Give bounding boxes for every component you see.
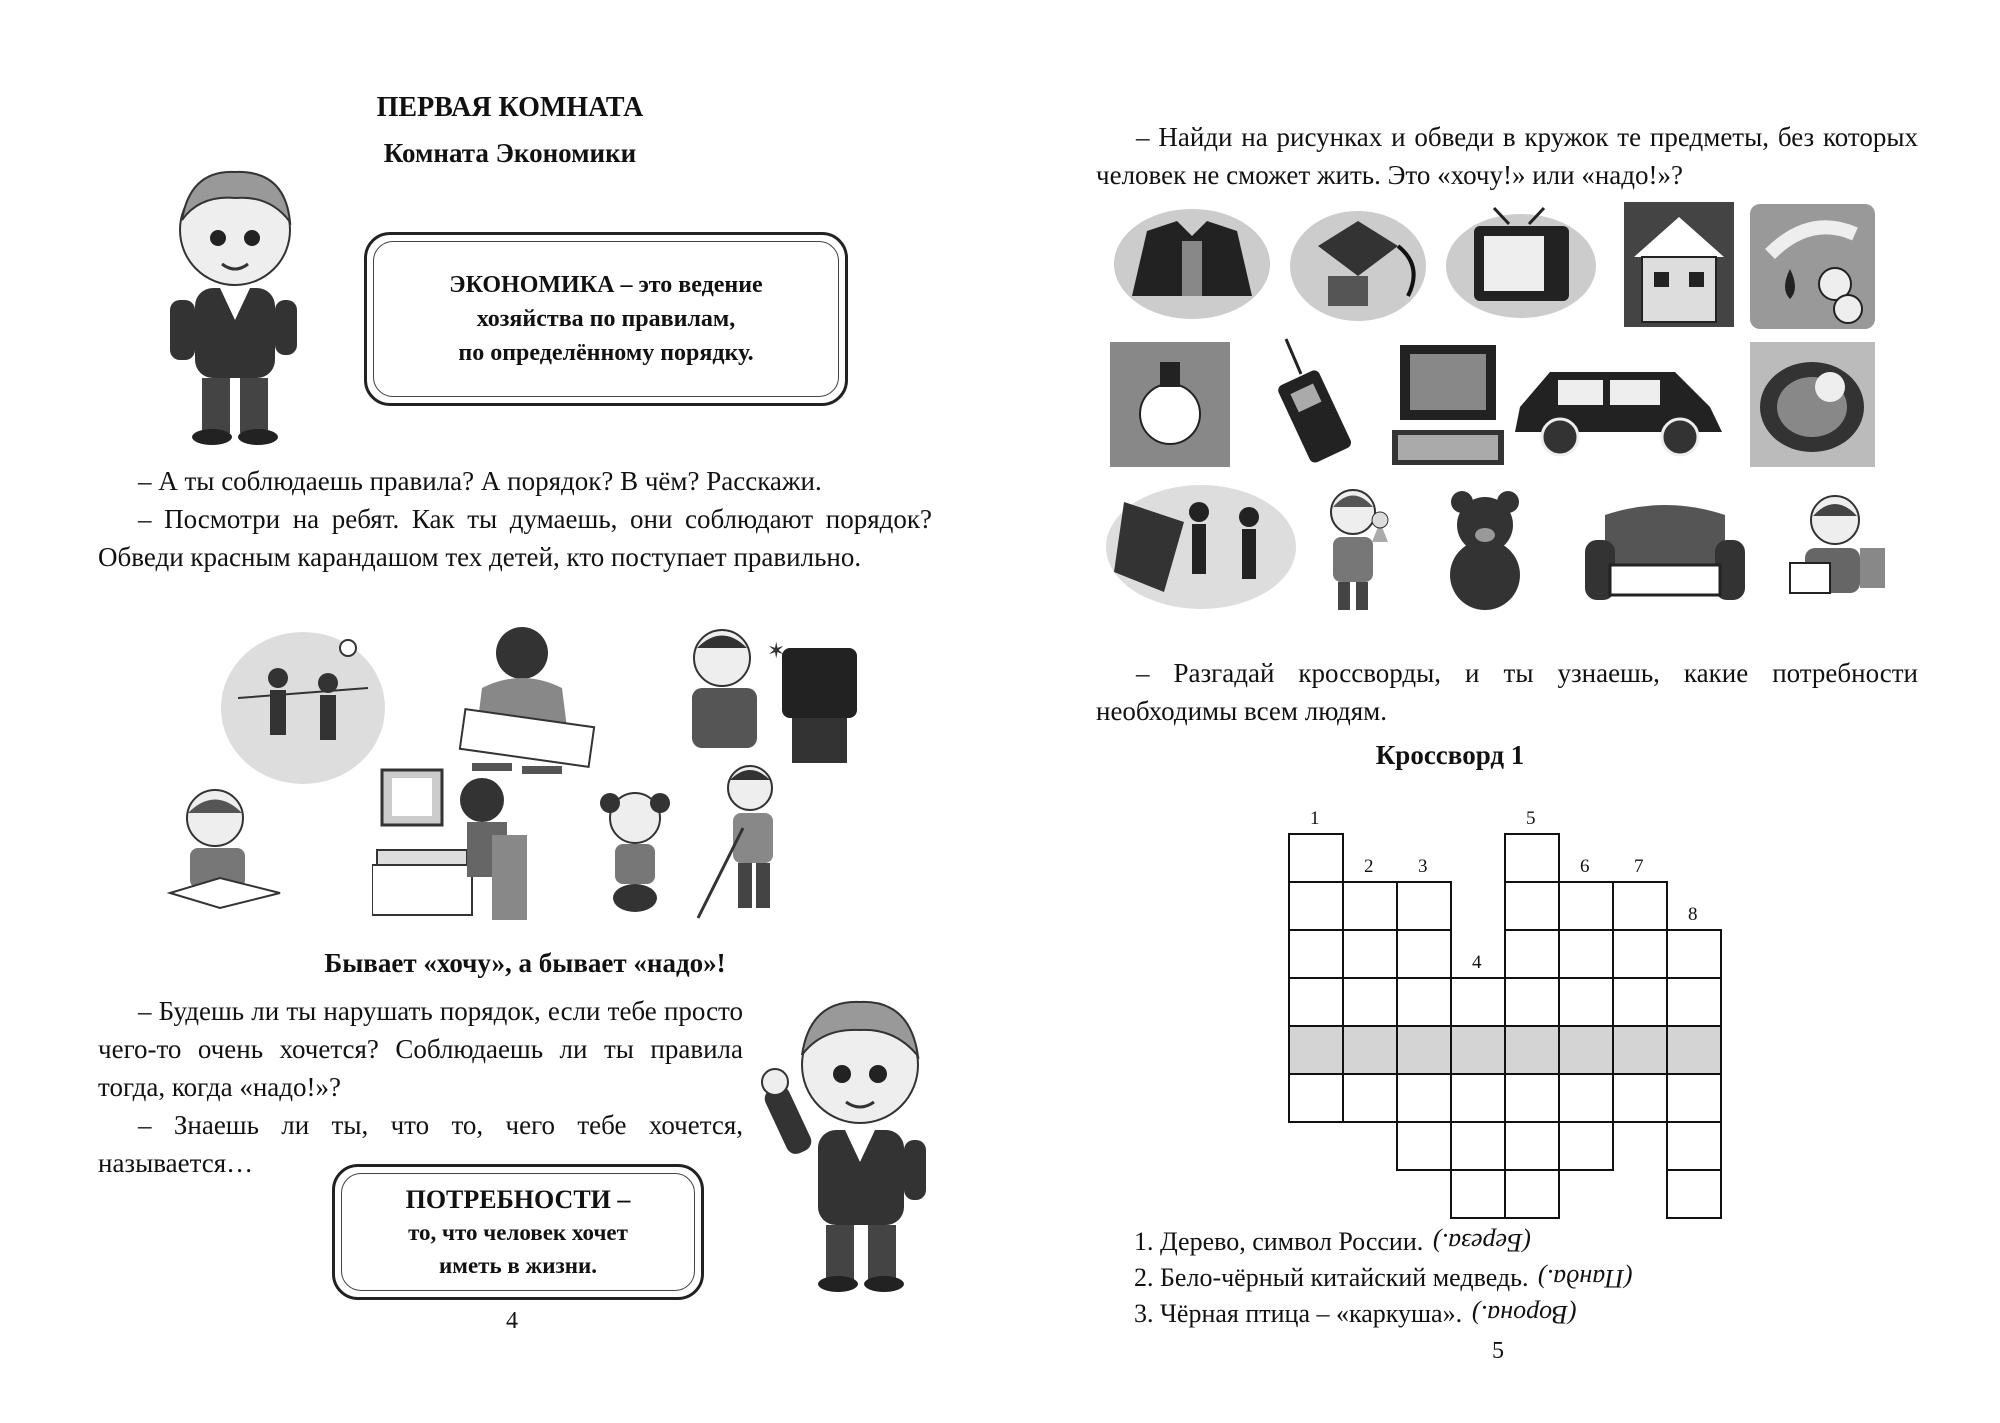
crossword-title: Кроссворд 1 <box>1375 740 1525 770</box>
crossword-cell[interactable] <box>1666 1073 1722 1123</box>
definition-economics-line3: по определённому порядку. <box>458 340 754 366</box>
crossword-cell[interactable] <box>1450 1121 1506 1171</box>
definition-needs-line1: ПОТРЕБНОСТИ – <box>405 1184 631 1214</box>
girl-washing-picture <box>585 778 685 918</box>
crossword-cell[interactable] <box>1558 929 1614 979</box>
clue-3-text: 3. Чёрная птица – «каркуша». <box>1134 1299 1463 1328</box>
crossword-cell[interactable] <box>1450 1169 1506 1219</box>
child-studying-picture <box>160 778 290 918</box>
clue-3-answer: (Ворона.) <box>1472 1300 1577 1329</box>
crossword-cell[interactable] <box>1666 977 1722 1027</box>
volleyball-kids-picture <box>218 628 388 788</box>
crossword-cell[interactable] <box>1450 977 1506 1027</box>
crossword-cell[interactable] <box>1288 1025 1344 1075</box>
crossword-number-1: 1 <box>1310 808 1320 829</box>
crossword-cell[interactable] <box>1396 977 1452 1027</box>
clue-2-answer: (Панда.) <box>1538 1264 1634 1293</box>
crossword-cell[interactable] <box>1288 833 1344 883</box>
definition-needs-line2: то, что человек хочет <box>408 1219 628 1245</box>
crossword-cell[interactable] <box>1558 881 1614 931</box>
crossword-cell[interactable] <box>1342 881 1398 931</box>
crossword-cell[interactable] <box>1612 1073 1668 1123</box>
crossword-cell[interactable] <box>1288 977 1344 1027</box>
crossword-cell[interactable] <box>1396 929 1452 979</box>
crossword-cell[interactable] <box>1288 881 1344 931</box>
crossword-cell[interactable] <box>1612 881 1668 931</box>
crossword-cell[interactable] <box>1504 929 1560 979</box>
crossword-number-6: 6 <box>1580 856 1590 877</box>
crossword-cell[interactable] <box>1450 1073 1506 1123</box>
crossword-cell[interactable] <box>1666 1121 1722 1171</box>
boy-waving-illustration <box>760 990 950 1300</box>
crossword-number-7: 7 <box>1634 856 1644 877</box>
crossword-cell[interactable] <box>1504 1025 1560 1075</box>
crossword-cell[interactable] <box>1396 1025 1452 1075</box>
crossword-cell[interactable] <box>1396 881 1452 931</box>
definition-economics-box <box>364 232 848 406</box>
section-title-want-need: Бывает «хочу», а бывает «надо»! <box>324 948 726 978</box>
crossword-cell[interactable] <box>1558 1073 1614 1123</box>
child-gaming-picture <box>672 618 862 778</box>
page-number-left: 4 <box>506 1308 518 1334</box>
crossword-cell[interactable] <box>1342 929 1398 979</box>
crossword-number-5: 5 <box>1526 808 1536 829</box>
crossword-cell[interactable] <box>1504 881 1560 931</box>
clue-3 <box>1134 1296 1854 1332</box>
crossword-number-8: 8 <box>1688 904 1698 925</box>
definition-economics-line1: ЭКОНОМИКА – это ведение <box>449 272 763 298</box>
room-subtitle: Комната Экономики <box>383 138 637 168</box>
crossword-cell[interactable] <box>1342 1025 1398 1075</box>
crossword-number-2: 2 <box>1364 856 1374 877</box>
crossword-cell[interactable] <box>1504 1121 1560 1171</box>
crossword-cell[interactable] <box>1288 929 1344 979</box>
crossword-number-3: 3 <box>1418 856 1428 877</box>
crossword-cell[interactable] <box>1612 1025 1668 1075</box>
room-title: ПЕРВАЯ КОМНАТА <box>376 92 644 123</box>
crossword-cell[interactable] <box>1504 833 1560 883</box>
crossword-cell[interactable] <box>1288 1073 1344 1123</box>
clue-1-answer: (Береза.) <box>1433 1228 1532 1257</box>
task-find-items: – Найди на рисунках и обведи в кружок те предметы, без которых человек не сможет жить. Это «хочу!» или «надо!»? <box>1096 122 1918 190</box>
crossword-cell[interactable] <box>1666 929 1722 979</box>
crossword-cell[interactable] <box>1450 1025 1506 1075</box>
paragraph-rules-question: – А ты соблюдаешь правила? А порядок? В чём? Расскажи. <box>138 466 822 496</box>
crossword-cell[interactable] <box>1504 977 1560 1027</box>
crossword-cell[interactable] <box>1612 977 1668 1027</box>
definition-needs-box <box>332 1164 704 1300</box>
paragraph-look-at-kids: – Посмотри на ребят. Как ты думаешь, они соблюдают порядок? Обведи красным карандашом тех детей, кто поступает правильно. <box>98 504 932 572</box>
boy-illustration <box>150 160 320 450</box>
clue-1 <box>1134 1224 1854 1260</box>
child-drawing-picture <box>452 618 602 778</box>
crossword-grid <box>1000 0 2000 1423</box>
crossword-cell[interactable] <box>1342 1073 1398 1123</box>
girl-computer-picture <box>372 760 532 930</box>
crossword-cell[interactable] <box>1504 1169 1560 1219</box>
paragraph-break-order: – Будешь ли ты нарушать порядок, если тебе просто чего-то очень хочется? Соблюдаешь ли ты правила тогда, когда «надо!»? <box>98 996 743 1102</box>
crossword-cell[interactable] <box>1612 929 1668 979</box>
clue-2 <box>1134 1260 1854 1296</box>
crossword-cell[interactable] <box>1558 1025 1614 1075</box>
definition-economics-line2: хозяйства по правилам, <box>476 306 736 332</box>
clue-1-text: 1. Дерево, символ России. <box>1134 1227 1424 1256</box>
crossword-cell[interactable] <box>1666 1169 1722 1219</box>
crossword-cell[interactable] <box>1666 1025 1722 1075</box>
crossword-cell[interactable] <box>1558 977 1614 1027</box>
task-solve-crosswords: – Разгадай кроссворды, и ты узнаешь, какие потребности необходимы всем людям. <box>1096 658 1918 726</box>
crossword-cell[interactable] <box>1558 1121 1614 1171</box>
page-number-right: 5 <box>1492 1338 1504 1364</box>
crossword-cell[interactable] <box>1396 1073 1452 1123</box>
crossword-number-4: 4 <box>1472 952 1482 973</box>
boy-sweeping-picture <box>688 758 798 928</box>
svg-text:✶: ✶ <box>767 638 786 663</box>
paragraph-do-you-know: – Знаешь ли ты, что то, чего тебе хочется, называется… <box>98 1110 743 1178</box>
definition-needs-line3: иметь в жизни. <box>439 1252 597 1278</box>
crossword-cell[interactable] <box>1342 977 1398 1027</box>
right-page <box>1000 0 2000 1423</box>
clue-2-text: 2. Бело-чёрный китайский медведь. <box>1134 1263 1529 1292</box>
crossword-cell[interactable] <box>1504 1073 1560 1123</box>
crossword-cell[interactable] <box>1396 1121 1452 1171</box>
